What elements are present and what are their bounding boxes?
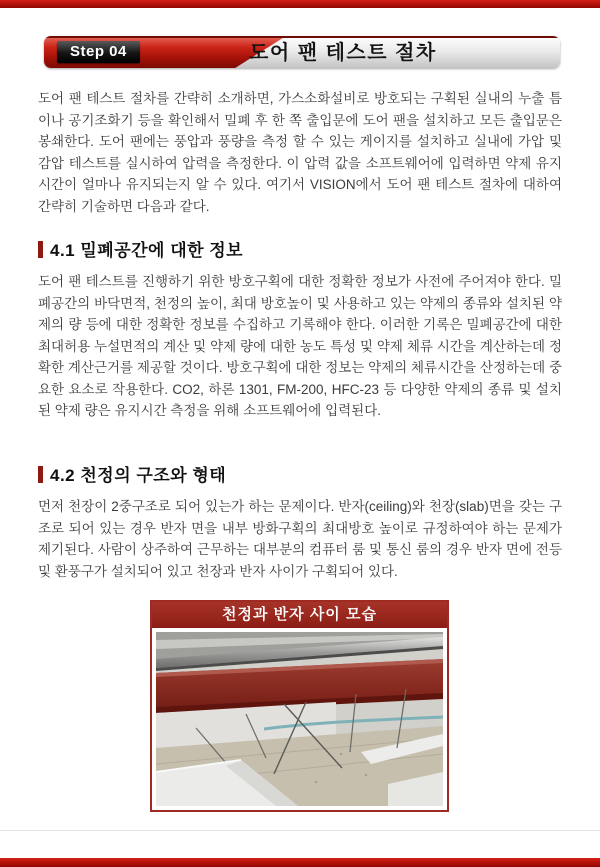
section-heading-4-1 [38,236,243,261]
section-paragraph-4-2: 먼저 천장이 2중구조로 되어 있는가 하는 문제이다. 반자(ceiling)와 천장(slab)면을 갖는 구조로 되어 있는 경우 반자 면을 내부 방화구획의 최대방호 높이로 규정하여야 하는 문제가 제기된다. 사람이 상주하여 근무하는 대부분의 컴퓨터 룸 및 통신 룸의 경우 반자 면에 전등 및 환풍구가 설치되어 있고 천장과 반자 사이가 구획되어 있다. [38,499,562,579]
section-marker-icon [38,241,43,258]
section-heading-4-1-label: 4.1 밀폐공간에 대한 정보 [50,241,244,260]
ceiling-plenum-photo [156,632,443,806]
bottom-page-rule [0,858,600,867]
section-paragraph-4-1: 도어 팬 테스트를 진행하기 위한 방호구획에 대한 정확한 정보가 사전에 주어져야 한다. 밀폐공간의 바닥면적, 천정의 높이, 최대 방호높이 및 사용하고 있는 약제의 종류와 설치된 약제의 량 등에 대한 정확한 정보를 수집하고 기록해야 한다. 이러한 기록은 밀폐공간에 대한 최대허용 누설면적의 계산 및 약제 량에 대한 농도 특성 및 약제 체류 시간을 계산하는데 정확한 계산근거를 제공할 것이다. 방호구획에 대한 정보는 약제의 체류시간을 산정하는데 중요한 요소로 작용한다. CO2, 하론 1301, FM-200, HFC-23 등 다양한 약제의 종류 및 설치된 약제 량은 유지시간 측정을 위해 소프트웨어에 입력된다. [38,274,562,418]
step-header-bar [44,36,560,68]
figure-box [150,600,449,812]
section-heading-4-2 [38,461,226,486]
step-badge: Step 04 [57,41,140,63]
figure-caption: 천정과 반자 사이 모습 [152,602,447,628]
top-page-rule [0,0,600,8]
ceiling-plenum-photo-art [156,632,443,806]
section-marker-icon [38,466,43,483]
section-heading-4-2-label: 4.2 천정의 구조와 형태 [50,466,227,485]
intro-paragraph: 도어 팬 테스트 절차를 간략히 소개하면, 가스소화설비로 방호되는 구획된 실내의 누출 틈이나 공기조화기 등을 확인해서 밀폐 후 한 쪽 출입문에 도어 팬을 설치하고 모든 출입문은 봉쇄한다. 도어 팬에는 풍압과 풍량을 측정 할 수 있는 게이지를 설치하고 실내에 가압 및 감압 테스트를 실시하여 압력을 측정한다. 이 압력 값을 소프트웨어에 입력하면 약제 유지시간이 얼마나 유지되는지 알 수 있다. 여기서 VISION에서 도어 팬 테스트 절차에 대하여 간략히 기술하면 다음과 같다. [38,91,562,214]
page-title: 도어 팬 테스트 절차 [249,42,437,64]
footer-divider [0,830,600,831]
